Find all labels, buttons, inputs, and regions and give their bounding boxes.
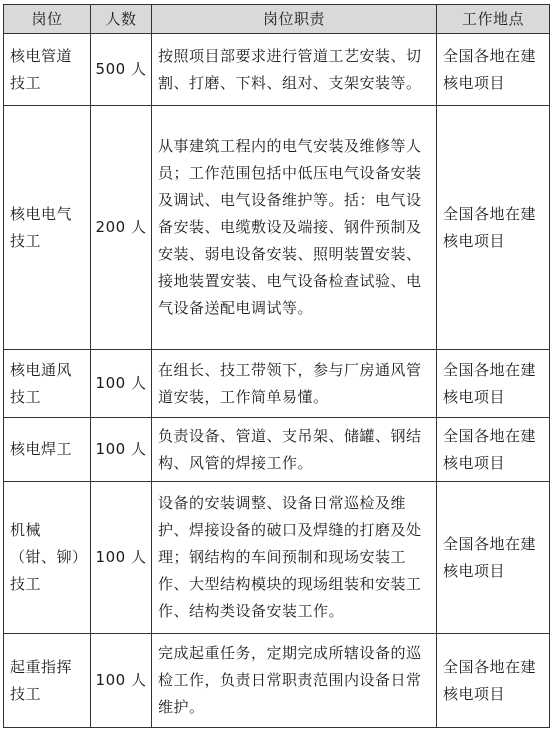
table-body xyxy=(4,34,550,728)
cell-count: 100 人 xyxy=(91,350,152,418)
cell-position: 核电通风技工 xyxy=(4,350,91,418)
header-position: 岗位 xyxy=(4,5,91,34)
cell-duties: 从事建筑工程内的电气安装及维修等人员；工作范围包括中低压电气设备安装及调试、电气设备维护等。括：电气设备安装、电缆敷设及端接、钢件预制及安装、弱电设备安装、照明装置安装、接地装置安装、电气设备检查试验、电气设备送配电调试等。 xyxy=(152,106,437,350)
cell-count: 200 人 xyxy=(91,106,152,350)
cell-count: 100 人 xyxy=(91,418,152,482)
table-row xyxy=(4,106,550,350)
table-row xyxy=(4,482,550,634)
table-header xyxy=(4,5,550,34)
cell-count: 100 人 xyxy=(91,634,152,728)
cell-position: 核电管道技工 xyxy=(4,34,91,106)
cell-duties: 完成起重任务，定期完成所辖设备的巡检工作，负责日常职责范围内设备日常维护。 xyxy=(152,634,437,728)
header-row xyxy=(4,5,550,34)
table-row xyxy=(4,34,550,106)
cell-position: 核电焊工 xyxy=(4,418,91,482)
header-count: 人数 xyxy=(91,5,152,34)
header-duties: 岗位职责 xyxy=(152,5,437,34)
table-row xyxy=(4,350,550,418)
cell-location: 全国各地在建核电项目 xyxy=(437,350,550,418)
job-table-container xyxy=(3,4,549,728)
cell-duties: 在组长、技工带领下，参与厂房通风管道安装，工作简单易懂。 xyxy=(152,350,437,418)
cell-location: 全国各地在建核电项目 xyxy=(437,34,550,106)
cell-position: 起重指挥技工 xyxy=(4,634,91,728)
job-table xyxy=(3,4,550,728)
cell-duties: 负责设备、管道、支吊架、储罐、钢结构、风管的焊接工作。 xyxy=(152,418,437,482)
cell-count: 500 人 xyxy=(91,34,152,106)
header-location: 工作地点 xyxy=(437,5,550,34)
cell-duties: 按照项目部要求进行管道工艺安装、切割、打磨、下料、组对、支架安装等。 xyxy=(152,34,437,106)
cell-count: 100 人 xyxy=(91,482,152,634)
cell-position: 核电电气技工 xyxy=(4,106,91,350)
cell-location: 全国各地在建核电项目 xyxy=(437,634,550,728)
table-row xyxy=(4,634,550,728)
cell-duties: 设备的安装调整、设备日常巡检及维护、焊接设备的破口及焊缝的打磨及处理；钢结构的车间预制和现场安装工作、大型结构模块的现场组装和安装工作、结构类设备安装工作。 xyxy=(152,482,437,634)
cell-location: 全国各地在建核电项目 xyxy=(437,418,550,482)
table-row xyxy=(4,418,550,482)
cell-location: 全国各地在建核电项目 xyxy=(437,482,550,634)
cell-position: 机械（钳、铆）技工 xyxy=(4,482,91,634)
cell-location: 全国各地在建核电项目 xyxy=(437,106,550,350)
